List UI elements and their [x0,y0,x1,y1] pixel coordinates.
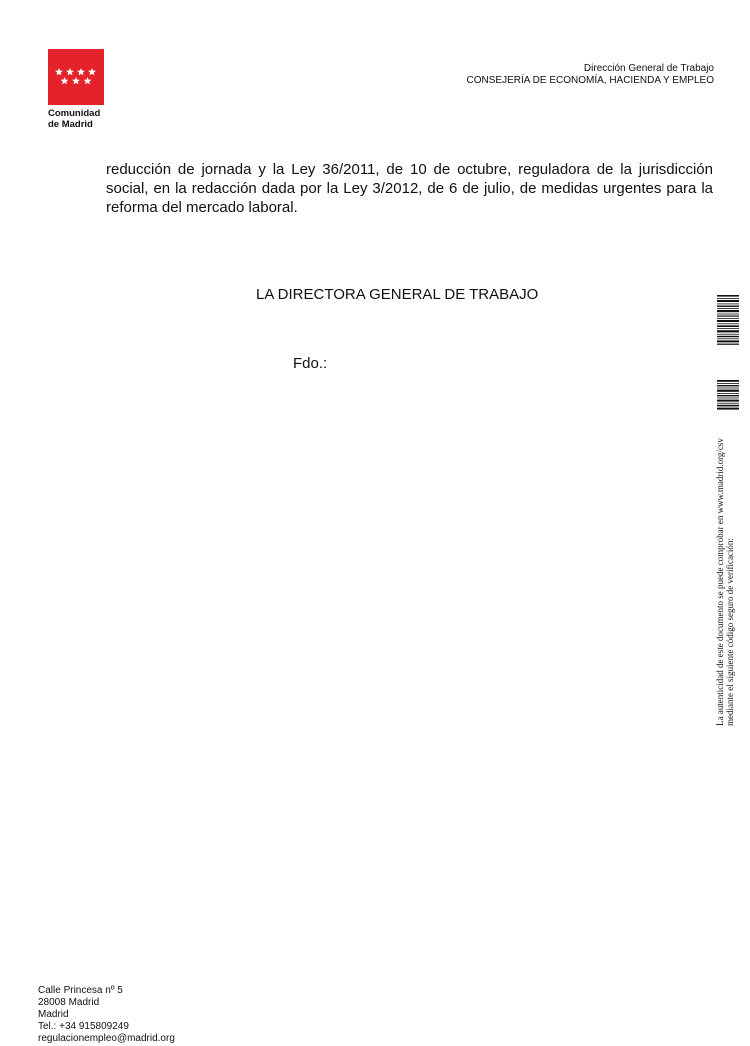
verification-line-1: La autenticidad de este documento se puede comprobar en www.madrid.org/csv [715,438,725,726]
header-department: Dirección General de Trabajo [583,63,714,74]
signatory-title: LA DIRECTORA GENERAL DE TRABAJO [256,286,539,303]
footer-phone: Tel.: +34 915809249 [38,1021,129,1032]
seven-star-flag-icon [48,49,104,105]
document-header [467,63,714,87]
footer-address [38,985,175,1045]
header-ministry: CONSEJERÍA DE ECONOMÍA, HACIENDA Y EMPLEO [466,75,714,86]
logo-wordmark [48,108,100,130]
logo-line-1: Comunidad [48,108,101,119]
barcode-icon [717,295,739,345]
verification-notice [715,418,739,726]
comunidad-de-madrid-logo [48,49,104,131]
body-paragraph: reducción de jornada y la Ley 36/2011, de 10 de octubre, reguladora de la jurisdicción social, en la redacción dada por la Ley 3/2012, de 6 de julio, de medidas urgentes para la reforma del mercado laboral. [106,161,713,216]
footer-city: Madrid [38,1009,69,1020]
footer-email: regulacionempleo@madrid.org [38,1033,175,1044]
verification-line-2: mediante el siguiente código seguro de verificación: [725,538,735,726]
barcode-icon [717,380,739,410]
footer-postal-code: 28008 Madrid [38,997,100,1008]
footer-street: Calle Princesa nº 5 [38,985,123,996]
logo-line-2: de Madrid [48,119,93,130]
signature-fdo-label: Fdo.: [293,355,328,372]
